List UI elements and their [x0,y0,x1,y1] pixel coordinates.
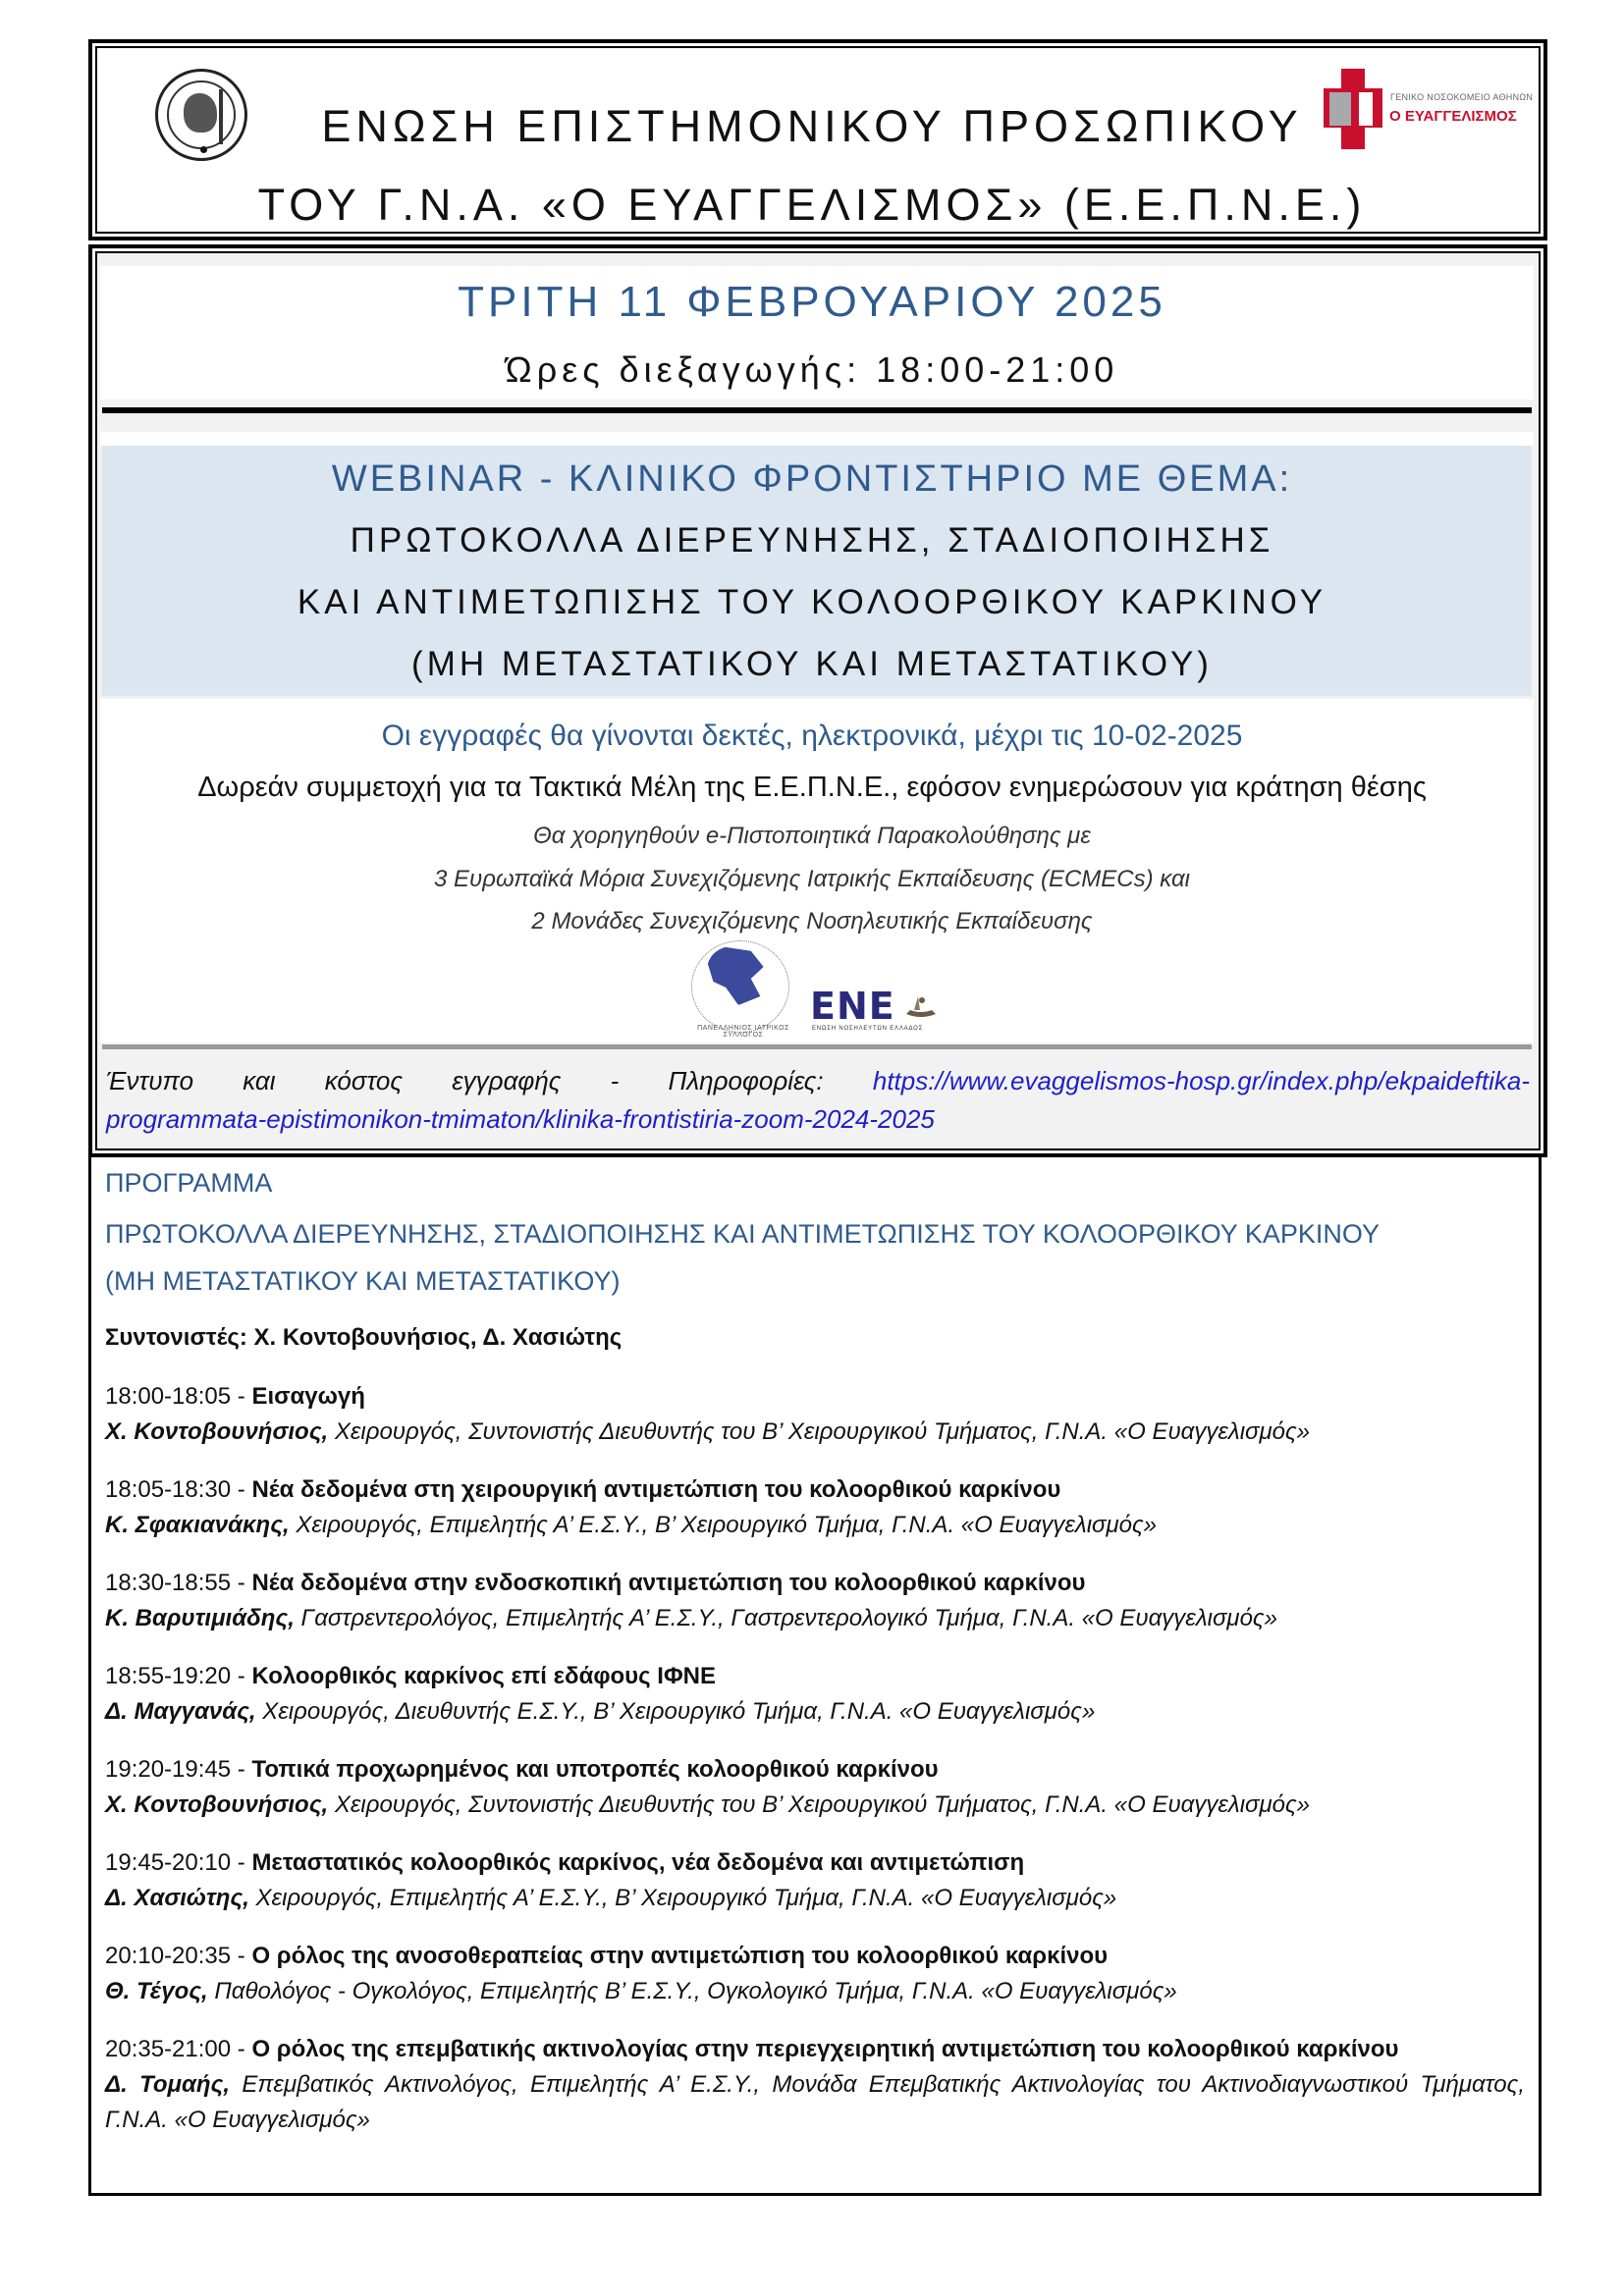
session-affiliation: Επεμβατικός Ακτινολόγος, Επιμελητής Α’ Ε.Σ.Υ., Μονάδα Επεμβατικής Ακτινολογίας του Ακτινοδιαγνωστικού Τμήματος, Γ.Ν.Α. «Ο Ευαγγελισμός» [105,2071,1525,2133]
free-participation-note: Δωρεάν συμμετοχή για τα Τακτικά Μέλη της Ε.Ε.Π.Ν.Ε., εφόσον ενημερώσουν για κράτηση θέσης [197,772,1427,803]
program-subtitle: ΠΡΩΤΟΚΟΛΛΑ ΔΙΕΡΕΥΝΗΣΗΣ, ΣΤΑΔΙΟΠΟΙΗΣΗΣ ΚΑΙ ΑΝΤΙΜΕΤΩΠΙΣΗΣ ΤΟΥ ΚΟΛΟΟΡΘΙΚΟΥ ΚΑΡΚΙΝΟΥ [105,1219,1380,1249]
session-time: 19:45-20:10 - [105,1849,252,1876]
ene-logo-text: ΕΝΕ [810,985,895,1028]
session-time: 20:35-21:00 - [105,2036,252,2062]
session-speaker: Χ. Κοντοβουνήσιος, [105,1418,329,1445]
session-speaker: Δ. Μαγγανάς, [105,1698,256,1725]
session-affiliation: Γαστρεντερολόγος, Επιμελητής Α’ Ε.Σ.Υ., Γαστρεντερολογικό Τμήμα, Γ.Ν.Α. «Ο Ευαγγελισμός» [294,1605,1277,1631]
registration-info-label: Έντυπο και κόστος εγγραφής - Πληροφορίες: [106,1066,824,1095]
program-session [105,1379,1525,1450]
session-title: Ο ρόλος της επεμβατικής ακτινολογίας στην περιεγχειρητική αντιμετώπιση του κολοορθικού καρκίνου [251,2036,1399,2062]
registration-deadline: Οι εγγραφές θα γίνονται δεκτές, ηλεκτρονικά, μέχρι τις 10-02-2025 [381,720,1243,752]
certificate-note: Θα χορηγηθούν e-Πιστοποιητικά Παρακολούθησης με [533,823,1091,849]
hospital-logo-subtitle: ΓΕΝΙΚΟ ΝΟΣΟΚΟΜΕΙΟ ΑΘΗΝΩΝ [1390,92,1534,102]
certificate-note: 2 Μονάδες Συνεχιζόμενης Νοσηλευτικής Εκπαίδευσης [531,908,1093,934]
program-session [105,1752,1525,1823]
session-affiliation: Χειρουργός, Συντονιστής Διευθυντής του Β’ Χειρουργικού Τμήματος, Γ.Ν.Α. «Ο Ευαγγελισμός» [328,1418,1311,1445]
ene-nurses-union-logo-icon [810,985,947,1034]
topic-line: (ΜΗ ΜΕΤΑΣΤΑΤΙΚΟΥ ΚΑΙ ΜΕΤΑΣΤΑΤΙΚΟΥ) [411,645,1213,683]
program-heading: ΠΡΟΓΡΑΜΜΑ [105,1168,273,1198]
organization-title-line-1: ΕΝΩΣΗ ΕΠΙΣΤΗΜΟΝΙΚΟΥ ΠΡΟΣΩΠΙΚΟΥ [321,101,1303,151]
session-time: 18:55-19:20 - [105,1663,252,1689]
session-title: Μεταστατικός κολοορθικός καρκίνος, νέα δεδομένα και αντιμετώπιση [251,1849,1025,1876]
program-session [105,1566,1525,1636]
session-title: Εισαγωγή [251,1383,365,1410]
session-speaker: Θ. Τέγος, [105,1978,208,2004]
session-title: Νέα δεδομένα στη χειρουργική αντιμετώπιση του κολοορθικού καρκίνου [251,1476,1061,1503]
program-session [105,2032,1525,2138]
organization-title-line-2: ΤΟΥ Γ.Ν.Α. «Ο ΕΥΑΓΓΕΛΙΣΜΟΣ» (Ε.Ε.Π.Ν.Ε.) [257,180,1367,230]
registration-info-link[interactable]: https://www.evaggelismos-hosp.gr/index.php/ekpaideftika- [872,1066,1530,1095]
topic-line: ΚΑΙ ΑΝΤΙΜΕΤΩΠΙΣΗΣ ΤΟΥ ΚΟΛΟΟΡΘΙΚΟΥ ΚΑΡΚΙΝΟΥ [297,583,1327,621]
panhellenic-medical-association-logo-icon [687,940,795,1039]
webinar-title: WEBINAR - ΚΛΙΝΙΚΟ ΦΡΟΝΤΙΣΤΗΡΙΟ ΜΕ ΘΕΜΑ: [331,458,1293,500]
session-speaker: Δ. Τομαής, [105,2071,230,2098]
session-time: 18:00-18:05 - [105,1383,252,1410]
section-divider [102,407,1532,413]
session-speaker: Κ. Βαρυτιμιάδης, [105,1605,295,1631]
registration-info-line [106,1066,1530,1096]
registration-info-link-continued[interactable]: programmata-epistimonikon-tmimaton/klinika-frontistiria-zoom-2024-2025 [106,1104,935,1134]
session-title: Ο ρόλος της ανοσοθεραπείας στην αντιμετώπιση του κολοορθικού καρκίνου [251,1943,1109,1969]
event-date: ΤΡΙΤΗ 11 ΦΕΒΡΟΥΑΡΙΟΥ 2025 [458,278,1166,326]
session-speaker: Κ. Σφακιανάκης, [105,1512,290,1538]
spacer-panel [100,432,1534,446]
session-affiliation: Χειρουργός, Συντονιστής Διευθυντής του Β’ Χειρουργικού Τμήματος, Γ.Ν.Α. «Ο Ευαγγελισμός» [328,1791,1311,1818]
session-speaker: Χ. Κοντοβουνήσιος, [105,1791,329,1818]
session-time: 18:30-18:55 - [105,1570,252,1596]
session-time: 19:20-19:45 - [105,1756,252,1783]
ene-logo-caption: ΕΝΩΣΗ ΝΟΣΗΛΕΥΤΩΝ ΕΛΛΑΔΟΣ [812,1026,924,1032]
program-session [105,1659,1525,1730]
session-title: Τοπικά προχωρημένος και υποτροπές κολοορθικού καρκίνου [251,1756,939,1783]
session-title: Κολοορθικός καρκίνος επί εδάφους ΙΦΝΕ [251,1663,716,1689]
section-divider [102,1044,1532,1049]
session-affiliation: Χειρουργός, Διευθυντής Ε.Σ.Υ., Β’ Χειρουργικό Τμήμα, Γ.Ν.Α. «Ο Ευαγγελισμός» [255,1698,1096,1725]
ship-icon [904,992,938,1020]
program-session [105,1845,1525,1916]
session-affiliation: Χειρουργός, Επιμελητής Α’ Ε.Σ.Υ., Β’ Χειρουργικό Τμήμα, Γ.Ν.Α. «Ο Ευαγγελισμός» [289,1512,1158,1538]
event-hours: Ώρες διεξαγωγής: 18:00-21:00 [505,349,1119,390]
program-session [105,1472,1525,1543]
certificate-note: 3 Ευρωπαϊκά Μόρια Συνεχιζόμενης Ιατρικής Εκπαίδευσης (ECMECs) και [433,866,1191,892]
session-time: 20:10-20:35 - [105,1943,252,1969]
session-title: Νέα δεδομένα στην ενδοσκοπική αντιμετώπιση του κολοορθικού καρκίνου [251,1570,1086,1596]
registration-info-line [106,1104,1530,1135]
session-speaker: Δ. Χασιώτης, [105,1885,249,1911]
hospital-cross-logo-icon [1324,69,1534,149]
program-session [105,1939,1525,2009]
program-subtitle: (ΜΗ ΜΕΤΑΣΤΑΤΙΚΟΥ ΚΑΙ ΜΕΤΑΣΤΑΤΙΚΟΥ) [105,1266,621,1296]
program-coordinators: Συντονιστές: Χ. Κοντοβουνήσιος, Δ. Χασιώτης [105,1324,623,1351]
topic-line: ΠΡΩΤΟΚΟΛΛΑ ΔΙΕΡΕΥΝΗΣΗΣ, ΣΤΑΔΙΟΠΟΙΗΣΗΣ [350,521,1274,560]
logo-caption: ΠΑΝΕΛΛΗΝΙΟΣ ΙΑΤΡΙΚΟΣ ΣΥΛΛΟΓΟΣ [697,1025,789,1039]
session-affiliation: Χειρουργός, Επιμελητής Α’ Ε.Σ.Υ., Β’ Χειρουργικό Τμήμα, Γ.Ν.Α. «Ο Ευαγγελισμός» [248,1885,1117,1911]
hospital-logo-name: Ο ΕΥΑΓΓΕΛΙΣΜΟΣ [1389,108,1517,125]
session-affiliation: Παθολόγος - Ογκολόγος, Επιμελητής Β’ Ε.Σ.Υ., Ογκολογικό Τμήμα, Γ.Ν.Α. «Ο Ευαγγελισμός» [207,1978,1177,2004]
logo-white-panel [1359,92,1373,126]
session-time: 18:05-18:30 - [105,1476,252,1503]
logo-figure-panel [1329,92,1351,126]
